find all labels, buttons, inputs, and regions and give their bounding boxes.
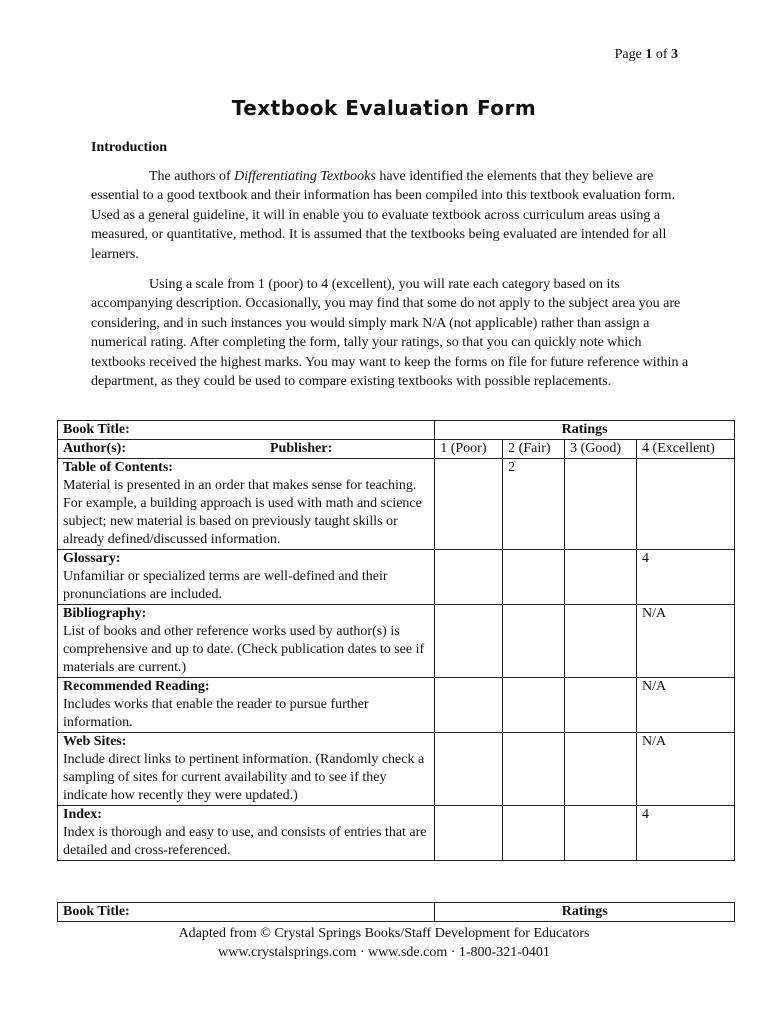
intro-heading: Introduction	[91, 140, 167, 155]
rating-cell: N/A	[637, 733, 735, 806]
rating-cell	[565, 605, 637, 678]
rating-cell	[565, 459, 637, 550]
evaluation-table	[57, 420, 735, 861]
book-title-label: Book Title:	[58, 421, 435, 440]
rating-header-good: 3 (Good)	[565, 440, 637, 459]
book-title-label-2: Book Title:	[58, 903, 435, 922]
criterion-description: Include direct links to pertinent information. (Randomly check a sampling of sites for current availability and to see if they indicate how recently they were updated.)	[63, 752, 425, 803]
ratings-label: Ratings	[435, 421, 735, 440]
rating-cell	[565, 550, 637, 605]
rating-cell	[503, 550, 565, 605]
footer	[0, 925, 768, 962]
criterion-description: List of books and other reference works used by author(s) is comprehensive and up to date. (Check publication dates to see if materials are current.)	[63, 624, 425, 675]
criterion-cell	[58, 605, 435, 678]
rating-cell: N/A	[637, 605, 735, 678]
author-publisher-row	[58, 440, 735, 459]
rating-header-fair: 2 (Fair)	[503, 440, 565, 459]
rating-cell: N/A	[637, 678, 735, 733]
intro-paragraph-2	[91, 275, 691, 391]
authors-label: Author(s):	[63, 441, 126, 456]
criterion-row	[58, 605, 735, 678]
criterion-row	[58, 806, 735, 861]
page-of: of	[655, 47, 668, 62]
criterion-title: Web Sites:	[63, 734, 127, 749]
evaluation-table-2	[57, 902, 735, 922]
criterion-description: Index is thorough and easy to use, and consists of entries that are detailed and cross-referenced.	[63, 825, 427, 858]
book-title-row	[58, 421, 735, 440]
rating-cell	[503, 806, 565, 861]
publisher-label: Publisher:	[270, 441, 333, 456]
ratings-label-2: Ratings	[435, 903, 735, 922]
rating-header-poor: 1 (Poor)	[435, 440, 503, 459]
criterion-title: Recommended Reading:	[63, 679, 210, 694]
footer-credit: Adapted from © Crystal Springs Books/Staff Development for Educators	[178, 926, 590, 941]
intro-paragraph-1	[91, 167, 691, 264]
rating-cell	[435, 806, 503, 861]
rating-cell	[565, 733, 637, 806]
rating-cell	[565, 806, 637, 861]
criterion-row	[58, 733, 735, 806]
criterion-title: Glossary:	[63, 551, 121, 566]
rating-cell	[565, 678, 637, 733]
page-current: 1	[645, 47, 653, 62]
rating-cell	[503, 678, 565, 733]
page-total: 3	[671, 47, 678, 62]
rating-cell	[637, 459, 735, 550]
rating-cell: 4	[637, 550, 735, 605]
criterion-row	[58, 678, 735, 733]
criterion-description: Unfamiliar or specialized terms are well-defined and their pronunciations are included.	[63, 569, 388, 602]
criterion-row	[58, 459, 735, 550]
intro-p1-book-title: Differentiating Textbooks	[234, 169, 376, 184]
criterion-title: Table of Contents:	[63, 460, 173, 475]
criterion-description: Includes works that enable the reader to pursue further information.	[63, 697, 369, 730]
document-title: Textbook Evaluation Form	[231, 96, 537, 120]
page-label: Page	[614, 47, 642, 62]
criterion-row	[58, 550, 735, 605]
criterion-cell	[58, 678, 435, 733]
intro-p1-pre: The authors of	[149, 169, 235, 184]
intro-p2-text: Using a scale from 1 (poor) to 4 (excellent), you will rate each category based on its accompanying description. Occasionally, you may find that some do not apply to the subject area you are considering, and in such instances you would simply mark N/A (not applicable) rather than assign a numerical rating. After completing the form, tally your ratings, so that you can quickly note which textbooks received the highest marks. You may want to keep the forms on file for future reference within a department, as they could be used to compare existing textbooks with possible replacements.	[91, 277, 689, 390]
rating-cell	[503, 605, 565, 678]
footer-contacts: www.crystalsprings.com · www.sde.com · 1-800-321-0401	[218, 944, 550, 960]
criterion-cell	[58, 550, 435, 605]
rating-cell	[435, 605, 503, 678]
book-title-row-2	[58, 903, 735, 922]
rating-cell: 2	[503, 459, 565, 550]
criterion-title: Index:	[63, 807, 102, 822]
criterion-title: Bibliography:	[63, 606, 147, 621]
intro-p1-post: have identified the elements that they believe are essential to a good textbook and their information has been compiled into this textbook evaluation form. Used as a general guideline, it will in enable you to evaluate textbook across curriculum areas using a measured, or quantitative, method. It is assumed that the textbooks being evaluated are intended for all learners.	[91, 169, 675, 262]
criterion-cell	[58, 806, 435, 861]
criterion-cell	[58, 459, 435, 550]
rating-cell	[435, 733, 503, 806]
rating-cell	[435, 459, 503, 550]
criterion-description: Material is presented in an order that makes sense for teaching. For example, a building approach is used with math and science subject; new material is based on previously taught skills or already defined/discussed information.	[63, 478, 422, 547]
rating-cell	[435, 678, 503, 733]
rating-cell	[503, 733, 565, 806]
page-number	[615, 47, 678, 63]
rating-header-excellent: 4 (Excellent)	[637, 440, 735, 459]
criterion-cell	[58, 733, 435, 806]
rating-cell	[435, 550, 503, 605]
author-publisher-cell	[58, 440, 435, 459]
rating-cell: 4	[637, 806, 735, 861]
